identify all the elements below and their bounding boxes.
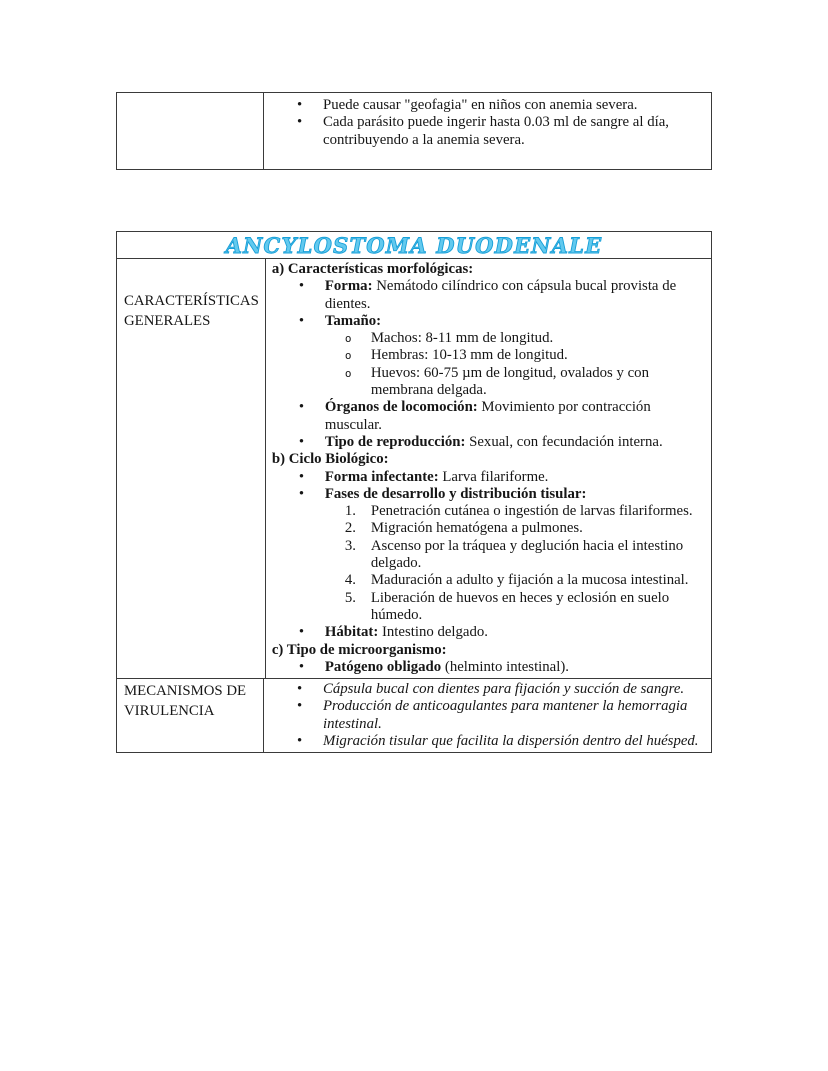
circle-bullet-icon: o xyxy=(344,349,352,363)
text-line xyxy=(266,313,709,330)
line-text: Puede causar "geofagia" en niños con anemia severa. xyxy=(323,97,638,113)
row-label-mecanismos-de-virulencia: MECANISMOS DE VIRULENCIA xyxy=(117,679,264,752)
line-text: Forma infectante: Larva filariforme. xyxy=(324,468,549,485)
bullet-icon: • xyxy=(298,399,305,416)
bullet-icon: • xyxy=(298,485,305,502)
line-text: a) Características morfológicas: xyxy=(271,261,474,277)
table-row xyxy=(117,678,711,752)
text-line xyxy=(264,97,709,114)
top-table-content-cell xyxy=(264,93,711,169)
text-line xyxy=(266,590,709,625)
text-line xyxy=(264,114,709,149)
line-text: Cápsula bucal con dientes para fijación y succión de sangre. xyxy=(323,681,685,698)
text-line xyxy=(266,486,709,503)
circle-bullet-icon: o xyxy=(344,332,352,346)
text-line xyxy=(266,538,709,573)
mecanismos-de-virulencia-content xyxy=(264,679,711,752)
main-table xyxy=(116,231,712,753)
bullet-icon: • xyxy=(298,624,305,641)
top-table xyxy=(116,92,712,170)
text-line xyxy=(266,434,709,451)
number-label: 2. xyxy=(344,520,356,537)
text-line xyxy=(266,347,709,364)
line-text: Penetración cutánea o ingestión de larvas filariformes. xyxy=(370,503,693,520)
number-label: 4. xyxy=(344,572,356,589)
number-label: 1. xyxy=(344,503,356,520)
top-table-empty-cell xyxy=(117,93,264,169)
text-line xyxy=(266,451,709,468)
line-text: Fases de desarrollo y distribución tisular: xyxy=(324,485,587,502)
line-text: Liberación de huevos en heces y eclosión en suelo húmedo. xyxy=(370,589,670,623)
line-text: Forma: Nemátodo cilíndrico con cápsula bucal provista de dientes. xyxy=(324,278,677,312)
bullet-icon: • xyxy=(297,97,303,113)
text-line xyxy=(264,698,709,733)
line-text: Tamaño: xyxy=(324,312,382,329)
circle-bullet-icon: o xyxy=(344,366,352,380)
bullet-icon: • xyxy=(298,433,305,450)
table-row xyxy=(117,259,711,678)
table-title: ANCYLOSTOMA DUODENALE xyxy=(117,232,711,259)
text-line xyxy=(266,399,709,434)
line-text: c) Tipo de microorganismo: xyxy=(271,641,447,658)
line-text: Órganos de locomoción: Movimiento por contracción muscular. xyxy=(324,399,651,433)
text-line xyxy=(264,733,709,750)
line-text: Tipo de reproducción: Sexual, con fecundación interna. xyxy=(324,433,663,450)
line-text: Ascenso por la tráquea y deglución hacia el intestino delgado. xyxy=(370,537,684,572)
text-line xyxy=(266,520,709,537)
text-line xyxy=(266,278,709,313)
text-line xyxy=(266,365,709,400)
line-text: Hembras: 10-13 mm de longitud. xyxy=(370,347,568,364)
number-label: 3. xyxy=(344,537,356,554)
bullet-icon: • xyxy=(298,658,305,675)
bullet-icon: • xyxy=(297,698,303,715)
line-text: Cada parásito puede ingerir hasta 0.03 ml de sangre al día, contribuyendo a la anemia severa. xyxy=(323,114,669,148)
bullet-icon: • xyxy=(298,278,305,295)
caracteristicas-generales-content xyxy=(266,259,711,678)
number-label: 5. xyxy=(344,589,356,606)
text-line xyxy=(264,681,709,698)
bullet-icon: • xyxy=(298,312,305,329)
line-text: Hábitat: Intestino delgado. xyxy=(324,624,489,641)
text-line xyxy=(266,642,709,659)
line-text: Huevos: 60-75 µm de longitud, ovalados y con membrana delgada. xyxy=(370,364,649,399)
line-text: Producción de anticoagulantes para mantener la hemorragia intestinal. xyxy=(323,698,688,732)
text-line xyxy=(266,659,709,676)
line-text: Migración tisular que facilita la dispersión dentro del huésped. xyxy=(323,733,699,750)
line-text: Maduración a adulto y fijación a la mucosa intestinal. xyxy=(370,572,689,589)
line-text: b) Ciclo Biológico: xyxy=(271,451,389,468)
bullet-icon: • xyxy=(297,733,303,750)
bullet-icon: • xyxy=(297,114,303,131)
text-line xyxy=(266,261,709,278)
row-label-caracteristicas-generales: CARACTERÍSTICAS GENERALES xyxy=(117,259,266,678)
text-line xyxy=(266,572,709,589)
line-text: Machos: 8-11 mm de longitud. xyxy=(370,330,554,347)
line-text: Patógeno obligado (helminto intestinal). xyxy=(324,658,569,675)
text-line xyxy=(266,330,709,347)
line-text: Migración hematógena a pulmones. xyxy=(370,520,583,537)
text-line xyxy=(266,503,709,520)
bullet-icon: • xyxy=(298,468,305,485)
bullet-icon: • xyxy=(297,681,303,698)
text-line xyxy=(266,469,709,486)
text-line xyxy=(266,624,709,641)
